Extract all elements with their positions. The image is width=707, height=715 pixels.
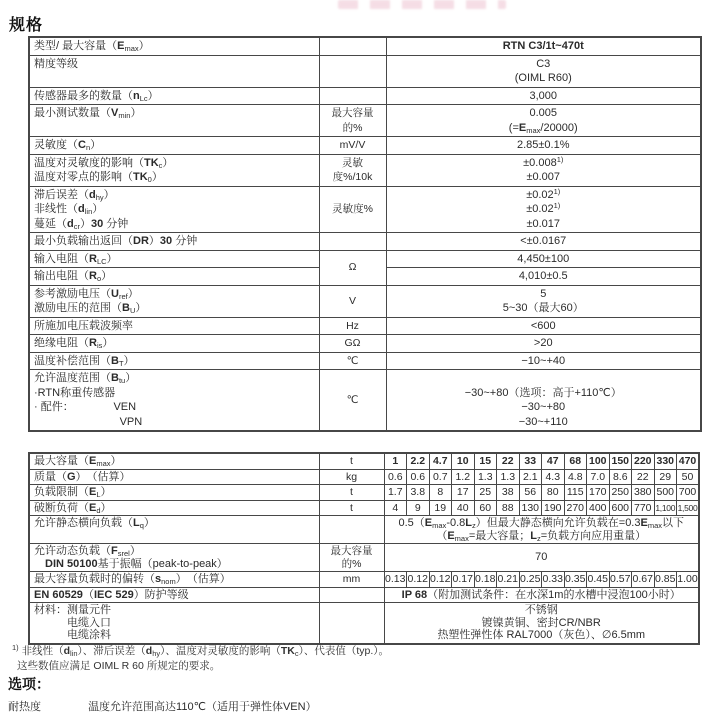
- capacity-row-unit: t: [319, 500, 384, 516]
- capacity-row-unit: [319, 587, 384, 603]
- spec-row-value: 4,010±0.5: [386, 268, 701, 286]
- capacity-cell: 400: [587, 500, 610, 516]
- capacity-cell: 0.18: [475, 573, 496, 585]
- capacity-cell: 0.12: [430, 573, 451, 585]
- spec-row: [29, 87, 701, 105]
- capacity-header-label: 最大容量$(E_{max})$: [29, 453, 319, 469]
- capacity-header-row: [29, 453, 699, 469]
- capacity-cell: 22: [632, 469, 655, 485]
- capacity-span-value: $0.5(E_{max}-0.8L_z)$但最大静态横向允许负载在$=0.3E_{max}$以下 （$E_{max}=$最大容量；$L_z=$负载方向应用重量）: [384, 516, 699, 544]
- capacity-cell: 130: [519, 500, 542, 516]
- spec-row-label: 绝缘电阻$(R_{is})$: [29, 335, 319, 353]
- capacity-span-value: 70: [384, 544, 699, 572]
- capacity-cell: 0.57: [610, 573, 631, 585]
- capacity-cell: 770: [632, 500, 655, 516]
- capacity-cell: 190: [542, 500, 565, 516]
- spec-row-label: 最小测试数量$(V_{min})$: [29, 105, 319, 137]
- spec-table-body: [29, 37, 701, 431]
- capacity-span-value: 不锈钢 镀镍黄铜、密封CR/NBR 热塑性弹性体 RAL7000（灰色）、∅6.5mm: [384, 603, 699, 644]
- spec-row-unit: mV/V: [319, 137, 386, 155]
- capacity-row: [29, 469, 699, 485]
- option-name: 耐热度: [8, 701, 41, 713]
- spec-row-unit: ℃: [319, 370, 386, 432]
- capacity-row: [29, 500, 699, 516]
- capacity-cell: 50: [677, 469, 700, 485]
- spec-row-label: 滞后误差$(d_{hy})$ 非线性$(d_{lin})$ 蔓延$(d_{cr})30$ 分钟: [29, 186, 319, 233]
- capacity-cell: 1,500: [677, 500, 700, 516]
- capacity-cell: 380: [632, 485, 655, 501]
- cropped-watermark: [338, 0, 506, 9]
- capacity-header-value: 2.2: [407, 453, 430, 469]
- capacity-cell: 2.1: [519, 469, 542, 485]
- footnote-line-2: 这些数值应满足 OIML R 60 所规定的要求。: [17, 660, 221, 672]
- spec-row-label: 输入电阻$(R_{LC})$: [29, 250, 319, 268]
- spec-row-value: 4,450±100: [386, 250, 701, 268]
- capacity-cell: 0.6: [384, 469, 407, 485]
- capacity-cell: 4: [384, 500, 407, 516]
- page-title: 规格: [9, 17, 44, 34]
- spec-row-unit: [319, 37, 386, 55]
- capacity-row: [29, 485, 699, 501]
- capacity-header-value: 330: [654, 453, 677, 469]
- spec-row: [29, 37, 701, 55]
- capacity-row-label: 最大容量负载时的偏转$(s_{nom})$ （估算）: [29, 572, 319, 588]
- capacity-span-value: IP 68（附加测试条件：在水深1m的水槽中浸泡100小时）: [384, 587, 699, 603]
- spec-row-value: 3,000: [386, 87, 701, 105]
- capacity-header-value: 1: [384, 453, 407, 469]
- options-title: 选项：: [8, 676, 50, 692]
- spec-row-value: C3 (OIML R60): [386, 55, 701, 87]
- capacity-cell: 0.45: [587, 573, 608, 585]
- spec-row: [29, 352, 701, 370]
- capacity-row-label: 材料：测量元件 电缆入口 电缆涂料: [29, 603, 319, 644]
- capacity-cell: 38: [497, 485, 520, 501]
- capacity-row: [29, 603, 699, 644]
- spec-row-label: 最小负载输出返回（DR）30 分钟: [29, 233, 319, 251]
- spec-row-unit: Hz: [319, 317, 386, 335]
- spec-row-value: $\pm 0.02^{1)}$ $\pm 0.02^{1)}$ ±0.017: [386, 186, 701, 233]
- capacity-cell: 3.8: [407, 485, 430, 501]
- capacity-header-value: 15: [474, 453, 497, 469]
- capacity-row: [29, 572, 699, 588]
- capacity-header-value: 4.7: [429, 453, 452, 469]
- spec-row-value: 2.85±0.1%: [386, 137, 701, 155]
- spec-row: [29, 137, 701, 155]
- spec-row: [29, 186, 701, 233]
- capacity-cell: 4.3: [542, 469, 565, 485]
- spec-table: [28, 36, 702, 432]
- capacity-row-label: 允许静态横向负载$(L_q)$: [29, 516, 319, 544]
- capacity-header-value: 47: [542, 453, 565, 469]
- capacity-cell: 1,100: [654, 500, 677, 516]
- capacity-row-label: 质量（G） （估算）: [29, 469, 319, 485]
- capacity-row-unit: 最大容量的%: [319, 544, 384, 572]
- spec-row-value: RTN C3/1t~470t: [386, 37, 701, 55]
- capacity-cell: 0.85: [655, 573, 676, 585]
- capacity-header-value: 10: [452, 453, 475, 469]
- spec-row-value: −10~+40: [386, 352, 701, 370]
- capacity-table: [28, 452, 700, 645]
- capacity-cell: 7.0: [587, 469, 610, 485]
- spec-row-label: 所施加电压载波频率: [29, 317, 319, 335]
- capacity-row: [29, 516, 699, 544]
- spec-row-unit: [319, 55, 386, 87]
- spec-row: [29, 370, 701, 432]
- capacity-cell: 500: [654, 485, 677, 501]
- capacity-cell: 40: [452, 500, 475, 516]
- capacity-row-unit: kg: [319, 469, 384, 485]
- spec-row-value: <±0.0167: [386, 233, 701, 251]
- capacity-cell: 170: [587, 485, 610, 501]
- capacity-row-label: 允许动态负载$(F_{srel})$ DIN 50100基于振幅（peak-to-peak）: [29, 544, 319, 572]
- capacity-row-label: EN 60529（IEC 529）防护等级: [29, 587, 319, 603]
- capacity-cell: 4.8: [564, 469, 587, 485]
- capacity-cell: 0.17: [452, 573, 473, 585]
- capacity-cell: 0.25: [520, 573, 541, 585]
- capacity-row-label: 负载限制$(E_L)$: [29, 485, 319, 501]
- capacity-cell: 0.67: [632, 573, 653, 585]
- capacity-row-unit: t: [319, 485, 384, 501]
- spec-row-label: 精度等级: [29, 55, 319, 87]
- spec-row-unit: 灵敏度%: [319, 186, 386, 233]
- capacity-cell: 1.3: [474, 469, 497, 485]
- spec-row-unit: 最大容量的%: [319, 105, 386, 137]
- capacity-cell: 56: [519, 485, 542, 501]
- capacity-cell: 270: [564, 500, 587, 516]
- capacity-cell: 60: [474, 500, 497, 516]
- option-item: [8, 698, 317, 714]
- spec-row-value: −30~+80（选项：高于+110℃） −30~+80 −30~+110: [386, 370, 701, 432]
- capacity-cell: 0.21: [497, 573, 518, 585]
- spec-row-value: >20: [386, 335, 701, 353]
- capacity-cell: 29: [654, 469, 677, 485]
- capacity-cell: 80: [542, 485, 565, 501]
- capacity-cell: 9: [407, 500, 430, 516]
- capacity-table-body: [29, 453, 699, 644]
- capacity-cell: 115: [564, 485, 587, 501]
- spec-row: [29, 285, 701, 317]
- footnote: [12, 644, 389, 674]
- capacity-header-unit: t: [319, 453, 384, 469]
- spec-row-label: 参考激励电压$(U_{ref})$ 激励电压的范围$(B_U)$: [29, 285, 319, 317]
- spec-row-label: 类型/ 最大容量$(E_{max})$: [29, 37, 319, 55]
- capacity-cell: 0.7: [429, 469, 452, 485]
- spec-row-value: <600: [386, 317, 701, 335]
- capacity-cell: 600: [609, 500, 632, 516]
- spec-row: [29, 335, 701, 353]
- capacity-cell: 1.2: [452, 469, 475, 485]
- spec-row-value: $\pm 0.008^{1)}$ ±0.007: [386, 154, 701, 186]
- spec-row: [29, 233, 701, 251]
- capacity-cell: 17: [452, 485, 475, 501]
- capacity-header-value: 220: [632, 453, 655, 469]
- capacity-header-value: 68: [564, 453, 587, 469]
- spec-row: [29, 250, 701, 268]
- capacity-header-value: 22: [497, 453, 520, 469]
- spec-row-label: 传感器最多的数量$(n_{Lc})$: [29, 87, 319, 105]
- capacity-cell: 1.00: [677, 573, 698, 585]
- spec-row-label: 输出电阻$(R_o)$: [29, 268, 319, 286]
- spec-row-label: 灵敏度$(C_n)$: [29, 137, 319, 155]
- capacity-cell: 0.6: [407, 469, 430, 485]
- spec-row-value: 0.005 $(=E_{max}/20000)$: [386, 105, 701, 137]
- capacity-header-value: 33: [519, 453, 542, 469]
- capacity-cell: 0.12: [407, 573, 428, 585]
- capacity-cell: 0.35: [565, 573, 586, 585]
- capacity-cell: 88: [497, 500, 520, 516]
- capacity-cell: 19: [429, 500, 452, 516]
- spec-row-unit: V: [319, 285, 386, 317]
- capacity-cell: 0.13: [385, 573, 406, 585]
- spec-row: [29, 105, 701, 137]
- capacity-cell: 700: [677, 485, 700, 501]
- spec-row: [29, 55, 701, 87]
- footnote-line-1: $^{1)}$ 非线性$(d_{lin})$、滞后误差$(d_{hy})$、温度对灵敏度的影响$(TK_c)$、代表值（typ.）。: [12, 643, 390, 658]
- spec-row-unit: [319, 233, 386, 251]
- capacity-cell: 25: [474, 485, 497, 501]
- capacity-row-unit: [319, 516, 384, 544]
- capacity-header-value: 100: [587, 453, 610, 469]
- capacity-cell: 0.33: [542, 573, 563, 585]
- spec-row-unit: 灵敏度%/10k: [319, 154, 386, 186]
- spec-row-unit: GΩ: [319, 335, 386, 353]
- capacity-row-unit: mm: [319, 572, 384, 588]
- capacity-row-unit: [319, 603, 384, 644]
- capacity-cell: 1.7: [384, 485, 407, 501]
- spec-row: [29, 317, 701, 335]
- capacity-row: [29, 544, 699, 572]
- capacity-row: [29, 587, 699, 603]
- spec-row-unit: ℃: [319, 352, 386, 370]
- capacity-row-label: 破断负荷$(E_d)$: [29, 500, 319, 516]
- spec-row-label: 温度对灵敏度的影响$(TK_c)$ 温度对零点的影响$(TK_0)$: [29, 154, 319, 186]
- capacity-cell: 8.6: [609, 469, 632, 485]
- spec-row-label: 允许温度范围$(B_{tu})$ ·RTN称重传感器 · 配件： VEN VPN: [29, 370, 319, 432]
- option-desc: 温度允许范围高达110℃（适用于弹性体VEN）: [88, 701, 317, 713]
- capacity-cell: 8: [429, 485, 452, 501]
- spec-row-unit: [319, 87, 386, 105]
- spec-row: [29, 154, 701, 186]
- capacity-header-value: 150: [609, 453, 632, 469]
- capacity-cell: 250: [609, 485, 632, 501]
- spec-row-unit: Ω: [319, 250, 386, 285]
- spec-row-value: 5 5~30（最大60）: [386, 285, 701, 317]
- spec-row-label: 温度补偿范围$(B_T)$: [29, 352, 319, 370]
- capacity-cell: 1.3: [497, 469, 520, 485]
- capacity-header-value: 470: [677, 453, 700, 469]
